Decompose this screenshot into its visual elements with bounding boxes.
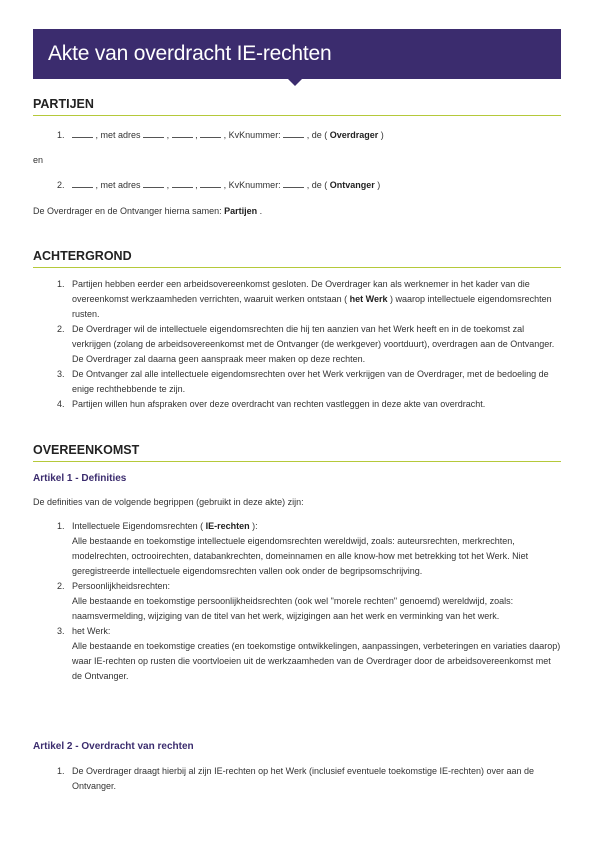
list-item: 3. De Ontvanger zal alle intellectuele eigendomsrechten over het Werk verkrijgen van de Overdrager, met de bedoeling de enige rechthebbende te zijn. xyxy=(57,369,549,394)
header-notch xyxy=(288,79,302,86)
definition-text: Alle bestaande en toekomstige creaties (en toekomstige ontwikkelingen, aanpassingen, verbeteringen en variaties daarop) waar IE-rechten op rusten die voortvloeien uit de werkzaamheden van de Overdrager door de arbeidsovereenkomst met de Ontvanger. xyxy=(72,641,561,681)
document-header xyxy=(33,29,561,79)
definition-text: Alle bestaande en toekomstige persoonlijkheidsrechten (ook wel "morele rechten" genoemd) wereldwijd, zoals: naamsvermelding, wijziging van de titel van het werk, wijzigingen aan het werk en verminking van het werk. xyxy=(72,596,514,621)
blank-field[interactable] xyxy=(172,178,193,188)
heading-artikel-1: Artikel 1 - Definities xyxy=(33,473,127,484)
definities-intro: De definities van de volgende begrippen (gebruikt in deze akte) zijn: xyxy=(33,497,304,507)
artikel-2-list xyxy=(33,764,561,794)
list-item: 1. Intellectuele Eigendomsrechten ( IE-rechten ): Alle bestaande en toekomstige intellectuele eigendomsrechten wereldwijd, zoals: auteursrechten, merkrechten, modelrechten, octrooirechten, databankrechten, domeinnamen en alle know-how met betrekking tot het Werk. Niet geregistreerde intellectuele eigendomsrechten vallen ook onder de begripsomschrijving. xyxy=(33,519,561,579)
heading-overeenkomst: OVEREENKOMST xyxy=(33,442,561,462)
blank-field[interactable] xyxy=(72,178,93,188)
list-number: 1. xyxy=(57,130,65,140)
list-item: 1. De Overdrager draagt hierbij al zijn IE-rechten op het Werk (inclusief eventuele toekomstige IE-rechten) over aan de Ontvanger. xyxy=(57,766,535,791)
role-overdrager: Overdrager xyxy=(329,130,379,140)
blank-field[interactable] xyxy=(143,178,164,188)
blank-field[interactable] xyxy=(200,178,221,188)
list-item: 3. het Werk: Alle bestaande en toekomstige creaties (en toekomstige ontwikkelingen, aanpassingen, verbeteringen en variaties daarop) waar IE-rechten op rusten die voortvloeien uit de werkzaamheden van de Overdrager door de arbeidsovereenkomst met de Ontvanger. xyxy=(33,624,561,684)
list-item: 2. Persoonlijkheidsrechten: Alle bestaande en toekomstige persoonlijkheidsrechten (ook wel "morele rechten" genoemd) wereldwijd, zoals: naamsvermelding, wijziging van de titel van het werk, wijzigingen aan het werk en verminking van het werk. xyxy=(33,579,561,624)
list-number: 2. xyxy=(57,180,65,190)
blank-field[interactable] xyxy=(72,128,93,138)
list-item: 2. De Overdrager wil de intellectuele eigendomsrechten die hij ten aanzien van het Werk heeft en in de toekomst zal verkrijgen (zolang de arbeidsovereenkomst met de Ontvanger (de werkgever) voortduurt), overdragen aan de Ontvanger. De Overdrager zal daarna geen aanspraak meer maken op deze rechten. xyxy=(57,324,555,364)
partijen-samen: De Overdrager en de Ontvanger hierna samen: Partijen . xyxy=(33,206,263,216)
definition-text: Alle bestaande en toekomstige intellectuele eigendomsrechten wereldwijd, zoals: auteursrechten, merkrechten, modelrechten, octrooirechten, databankrechten, domeinnamen en alle know-how met betrekking tot het Werk. Niet geregistreerde intellectuele eigendomsrechten vallen ook onder de begripsomschrijving. xyxy=(72,536,529,576)
party-1: 1. , met adres , , , KvKnummer: , de ( Overdrager ) xyxy=(33,128,561,143)
heading-artikel-2: Artikel 2 - Overdracht van rechten xyxy=(33,741,194,752)
term-ie-rechten: IE-rechten xyxy=(205,521,250,531)
heading-partijen: PARTIJEN xyxy=(33,96,561,116)
text-en: en xyxy=(33,155,44,165)
artikel-2 xyxy=(33,740,561,753)
section-overeenkomst xyxy=(33,442,561,462)
term-het-werk: het Werk xyxy=(349,294,388,304)
artikel-1 xyxy=(33,472,561,485)
achtergrond-list xyxy=(33,277,561,412)
definities-list xyxy=(33,519,561,684)
blank-field[interactable] xyxy=(200,128,221,138)
list-item: 1. Partijen hebben eerder een arbeidsovereenkomst gesloten. De Overdrager kan als werknemer in het kader van die overeenkomst werkzaamheden verrichten, waaruit werken ontstaan ( het Werk ) waarop intellectuele eigendomsrechten rusten. xyxy=(57,279,552,319)
blank-field[interactable] xyxy=(143,128,164,138)
term-partijen: Partijen xyxy=(224,206,258,216)
blank-field[interactable] xyxy=(172,128,193,138)
section-partijen xyxy=(33,96,561,116)
section-achtergrond xyxy=(33,248,561,268)
role-ontvanger: Ontvanger xyxy=(329,180,375,190)
heading-achtergrond: ACHTERGROND xyxy=(33,248,561,268)
blank-field[interactable] xyxy=(283,178,304,188)
list-item: 4. Partijen willen hun afspraken over deze overdracht van rechten vastleggen in deze akte van overdracht. xyxy=(57,399,486,409)
document-title: Akte van overdracht IE-rechten xyxy=(48,42,332,65)
party-2: 2. , met adres , , , KvKnummer: , de ( Ontvanger ) xyxy=(33,178,561,193)
blank-field[interactable] xyxy=(283,128,304,138)
